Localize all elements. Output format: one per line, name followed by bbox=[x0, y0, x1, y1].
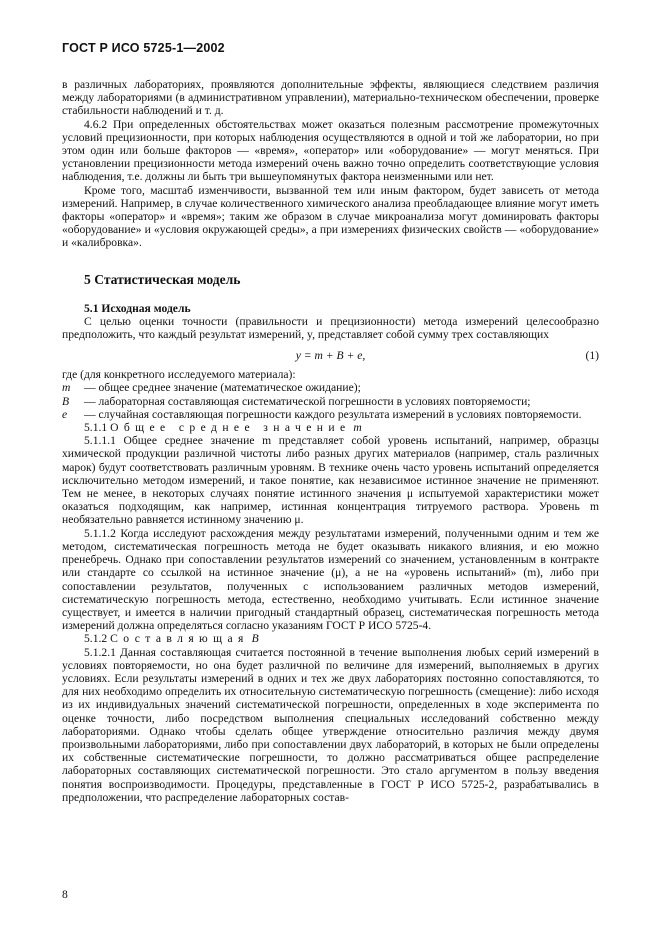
subsection-5-1-1-heading bbox=[62, 421, 599, 434]
paragraph-variability: Кроме того, масштаб изменчивости, вызванной тем или иным фактором, будет зависеть от метода измерений. Например, в случае количественного химического анализа преобладающее влияние могут иметь факторы «оператор» и «время»; таким же образом в случае микроанализа могут доминировать факторы «оборудование» и «условия окружающей среды», а при измерениях физических свойств — «оборудование» и «калибровка». bbox=[62, 183, 599, 250]
paragraph-5-1-1-1: 5.1.1.1 Общее среднее значение m представляет собой уровень испытаний, например, образцы химической продукции различной чистоты либо разных других материалов (например, сталь различных марок) будут соответствовать различным уровням. В технике очень часто уровень испытаний определяется исключительно методом измерений, и такое понятие, как независимое истинное значение не применяют. Тем не менее, в некоторых случаях понятие истинного значения μ испытуемой характеристики может оказаться подходящим, как например, истинная концентрация титруемого раствора. Уровень m необязательно равняется истинному значению μ. bbox=[62, 434, 599, 527]
page-number: 8 bbox=[62, 888, 68, 901]
definition-item bbox=[62, 408, 599, 421]
paragraph-model-intro: С целью оценки точности (правильности и прецизионности) метода измерений целесообразно предположить, что каждый результат измерений, y, представляет собой сумму трех составляющих bbox=[62, 314, 599, 342]
definition-item bbox=[62, 381, 599, 394]
page-body bbox=[62, 78, 599, 804]
heading-symbol: m bbox=[353, 421, 362, 435]
heading-label: Составляющая bbox=[110, 632, 249, 646]
formula-number: (1) bbox=[585, 349, 599, 363]
heading-number: 5.1.2 bbox=[84, 632, 108, 646]
formula-1 bbox=[62, 346, 599, 365]
definition-item bbox=[62, 395, 599, 408]
subsection-5-1-2-heading bbox=[62, 632, 599, 645]
heading-label: Общее среднее значение bbox=[110, 421, 351, 435]
definition-symbol: B bbox=[62, 394, 70, 408]
definition-symbol: e bbox=[62, 407, 68, 421]
paragraph-5-1-1-2: 5.1.1.2 Когда исследуют расхождения между результатами измерений, полученными одним и тем же методом, систематическая погрешность метода не будет оказывать никакого влияния, и ею можно пренебречь. Однако при сопоставлении результатов измерений со значением, установленным в контракте или стандарте со ссылкой на истинное значение (μ), а не на «уровень испытаний» (m), либо при сопоставлении результатов, полученных с использованием различных методов измерений, систематическую погрешность метода, естественно, необходимо учитывать. Если истинное значение существует, и имеется в наличии пригодный стандартный образец, систематическая погрешность метода измерений должна определяться согласно указаниям ГОСТ Р ИСО 5725-4. bbox=[62, 526, 599, 633]
definition-text: — случайная составляющая погрешности каждого результата измерений в условиях повторяемости. bbox=[84, 407, 582, 421]
section-5-title: 5 Статистическая модель bbox=[84, 271, 241, 287]
heading-symbol: B bbox=[251, 632, 259, 646]
paragraph-5-1-2-1: 5.1.2.1 Данная составляющая считается постоянной в течение выполнения любых серий измерений в условиях повторяемости, но она будет различной по величине для измерений, выполняемых в других условиях. Если результаты измерений в одних и тех же двух лабораториях постоянно сопоставляются, то для них необходимо определить их относительную систематическую погрешность (смещение): либо исходя из их индивидуальных значений систематической погрешности, определенных в ходе эксперимента по оценке точности, либо посредством выполнения специальных исследований собственно между лабораториями. Однако чтобы сделать общее утверждение относительно различия между двумя произвольными лабораториями, либо при сопоставлении двух лабораторий, в которых не были определены их собственные систематические погрешности, то должно рассматриваться общее распределение лабораторных составляющих систематической погрешности. Это стало аргументом в пользу введения понятия воспроизводимости. Процедуры, представленные в ГОСТ Р ИСО 5725-2, разрабатывались в предположении, что распределение лабораторных состав- bbox=[62, 645, 599, 804]
definition-text: — общее среднее значение (математическое ожидание); bbox=[84, 381, 361, 395]
definitions-list bbox=[62, 381, 599, 421]
heading-number: 5.1.1 bbox=[84, 421, 108, 435]
paragraph-where: где (для конкретного исследуемого материала): bbox=[62, 368, 296, 382]
section-5-1-title: 5.1 Исходная модель bbox=[84, 301, 191, 315]
running-header: ГОСТ Р ИСО 5725-1—2002 bbox=[62, 41, 225, 55]
paragraph-4-6-2: 4.6.2 При определенных обстоятельствах может оказаться полезным рассмотрение промежуточных условий прецизионности, при которых наблюдения осуществляются в одной и той же лаборатории, но при этом один или больше факторов — «время», «оператор» или «оборудование» — могут меняться. При установлении прецизионности метода измерений очень важно точно определить соответствующие условия наблюдения, т.е. должны ли быть три вышеупомянутых фактора неизменными или нет. bbox=[62, 117, 599, 184]
paragraph-continuation: в различных лабораториях, проявляются дополнительные эффекты, являющиеся следствием различия между лабораториями (в административном управлении), материально-техническом обеспечении, проверке стабильности наблюдений и т. д. bbox=[62, 78, 599, 118]
definition-text: — лабораторная составляющая систематической погрешности в условиях повторяемости; bbox=[84, 394, 531, 408]
definition-symbol: m bbox=[62, 381, 71, 395]
formula-expression: y = m + B + e, bbox=[295, 349, 366, 363]
